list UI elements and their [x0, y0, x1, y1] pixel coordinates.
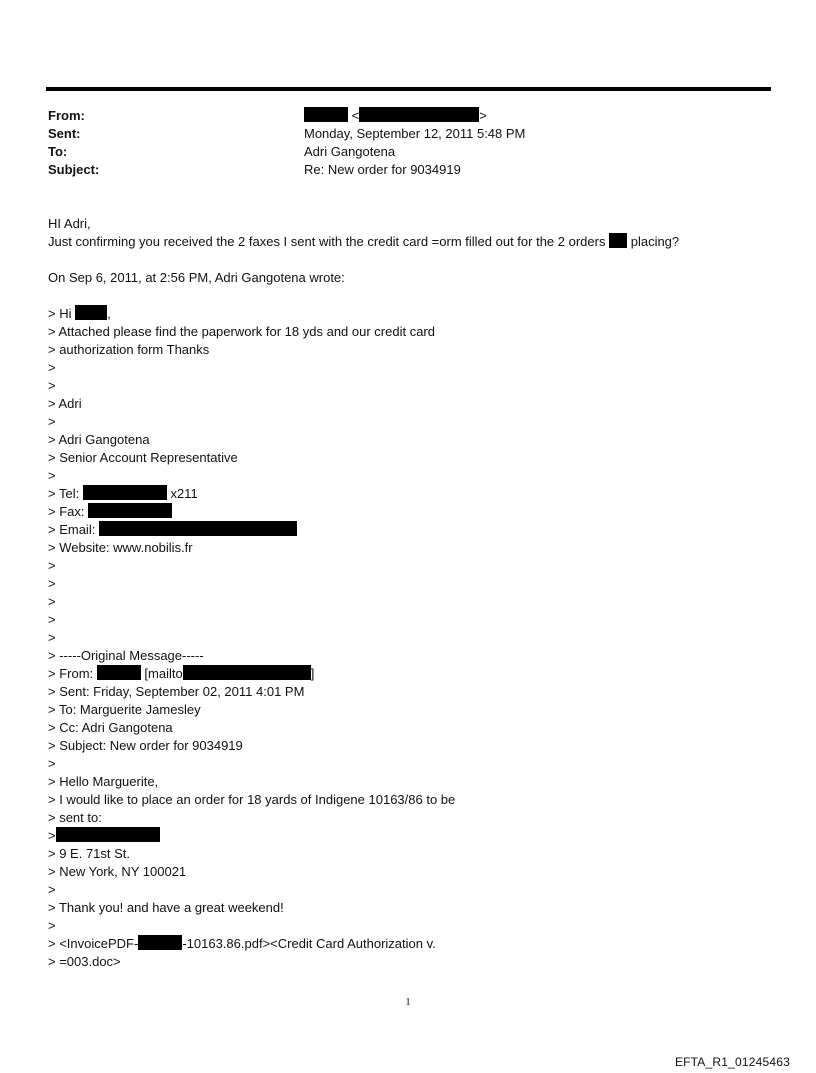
quoted-line: > — [48, 360, 56, 375]
quoted-line: > Cc: Adri Gangotena — [48, 720, 173, 735]
quoted-text: > Hi — [48, 306, 72, 321]
sent-value: Monday, September 12, 2011 5:48 PM — [304, 126, 526, 141]
quoted-line: > Thank you! and have a great weekend! — [48, 900, 284, 915]
quoted-text: [mailto — [144, 666, 183, 681]
from-label: From: — [48, 108, 85, 123]
quoted-line: > Sent: Friday, September 02, 2011 4:01 PM — [48, 684, 305, 699]
quoted-text: ] — [310, 666, 315, 681]
quoted-line — [48, 827, 160, 845]
quoted-line: > — [48, 414, 56, 429]
quoted-line: > Attached please find the paperwork for 18 yds and our credit card — [48, 324, 435, 339]
redaction-block — [97, 665, 141, 680]
quoted-line: > sent to: — [48, 810, 102, 825]
quoted-line: > — [48, 576, 56, 591]
redaction-block — [359, 107, 479, 122]
redaction-block — [99, 521, 297, 536]
subject-row — [48, 161, 461, 179]
redaction-block — [609, 233, 627, 248]
quoted-line: > Subject: New order for 9034919 — [48, 738, 243, 753]
from-value — [304, 107, 487, 125]
quoted-line: > Adri — [48, 396, 82, 411]
redaction-block — [83, 485, 167, 500]
quoted-line: > Senior Account Representative — [48, 450, 238, 465]
quoted-text: > Tel: — [48, 486, 80, 501]
from-row — [48, 107, 487, 125]
subject-label: Subject: — [48, 162, 100, 177]
header-rule — [46, 87, 771, 91]
quoted-text: > — [48, 828, 56, 843]
redaction-block — [75, 305, 107, 320]
quoted-line: > I would like to place an order for 18 yards of Indigene 10163/86 to be — [48, 792, 456, 807]
to-row — [48, 143, 396, 161]
quoted-line: > — [48, 882, 56, 897]
from-close-bracket: > — [479, 108, 487, 123]
quoted-line: > — [48, 612, 56, 627]
confirm-text: Just confirming you received the 2 faxes I sent with the credit card =orm filled out for the 2 orders — [48, 234, 606, 249]
quoted-line: > — [48, 558, 56, 573]
quoted-line: > — [48, 594, 56, 609]
redaction-block — [138, 935, 182, 950]
quoted-line: > — [48, 378, 56, 393]
quoted-line: > Hello Marguerite, — [48, 774, 159, 789]
quoted-text: -10163.86.pdf><Credit Card Authorization v. — [182, 936, 436, 951]
quoted-line — [48, 935, 436, 953]
quoted-line: > authorization form Thanks — [48, 342, 210, 357]
quoted-line: > — [48, 756, 56, 771]
quote-intro: On Sep 6, 2011, at 2:56 PM, Adri Gangotena wrote: — [48, 270, 345, 285]
quoted-text: > Email: — [48, 522, 96, 537]
quoted-line — [48, 665, 314, 683]
quoted-line: > 9 E. 71st St. — [48, 846, 131, 861]
quoted-line — [48, 485, 198, 503]
to-label: To: — [48, 144, 68, 159]
quoted-line: > — [48, 468, 56, 483]
quoted-line — [48, 503, 172, 521]
quoted-text: , — [107, 306, 111, 321]
redaction-block — [183, 665, 311, 680]
quoted-line: > To: Marguerite Jamesley — [48, 702, 201, 717]
quoted-text: > From: — [48, 666, 94, 681]
quoted-line: > =003.doc> — [48, 954, 121, 969]
page-number: 1 — [405, 996, 411, 1008]
redaction-block — [304, 107, 348, 122]
confirm-text-end: placing? — [630, 234, 680, 249]
redaction-block — [88, 503, 172, 518]
sent-label: Sent: — [48, 126, 81, 141]
quoted-text: > Fax: — [48, 504, 85, 519]
sent-row — [48, 125, 526, 143]
redaction-block — [56, 827, 160, 842]
quoted-line: > Website: www.nobilis.fr — [48, 540, 193, 555]
quoted-line — [48, 521, 297, 539]
to-value: Adri Gangotena — [304, 144, 396, 159]
greeting: HI Adri, — [48, 216, 91, 231]
quoted-line: > — [48, 918, 56, 933]
quoted-text: x211 — [170, 486, 198, 501]
quoted-line: > New York, NY 100021 — [48, 864, 187, 879]
from-open-bracket: < — [351, 108, 360, 123]
quoted-text: > <InvoicePDF- — [48, 936, 139, 951]
confirm-line — [48, 233, 679, 251]
quoted-line: > Adri Gangotena — [48, 432, 150, 447]
quoted-line: > — [48, 630, 56, 645]
quoted-line — [48, 305, 111, 323]
quoted-line: > -----Original Message----- — [48, 648, 204, 663]
subject-value: Re: New order for 9034919 — [304, 162, 461, 177]
document-id: EFTA_R1_01245463 — [674, 1055, 790, 1069]
